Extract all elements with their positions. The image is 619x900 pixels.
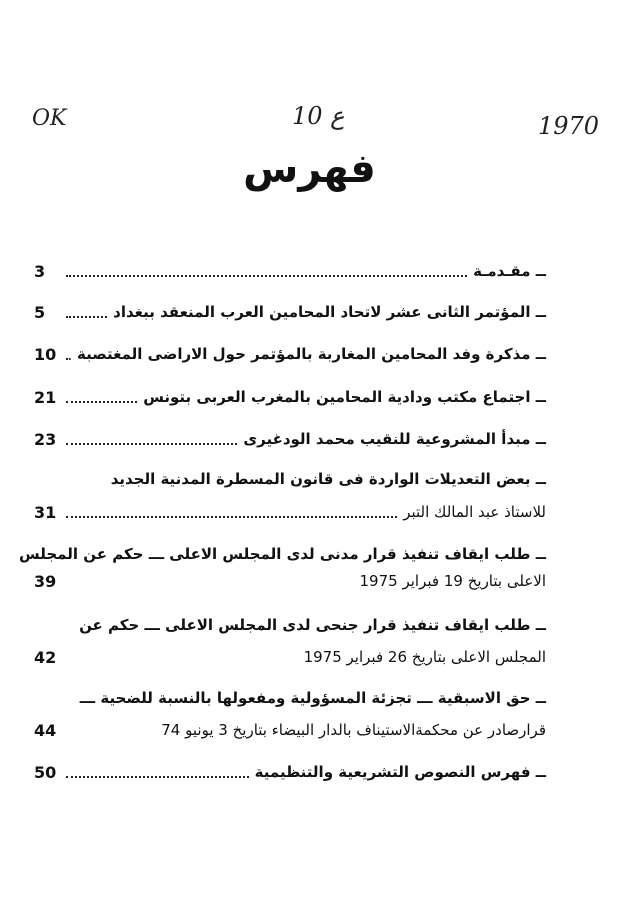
toc-entry-subtitle: المجلس الاعلى بتاريخ 26 فبراير 1975 <box>303 648 546 666</box>
spacer <box>66 585 354 587</box>
toc-entry-title: ــ طلب ايقاف تنفيذ قرار جنحى لدى المجلس الاعلى ـــ حكم عن <box>79 616 546 634</box>
toc-page-number: 21 <box>34 387 57 407</box>
toc-entry-continuation <box>34 715 546 745</box>
toc-entry <box>19 539 546 569</box>
toc-entry-title: ــ بعض التعديلات الواردة فى قانون المسطرة المدنية الجديد <box>110 470 546 488</box>
toc-entry-title: ــ اجتماع مكتب ودادية المحامين بالمغرب العربى بتونس <box>143 388 546 406</box>
toc-entry-subtitle: قرارصادر عن محكمةالاستيناف بالدار البيضاء بتاريخ 3 يونيو 74 <box>161 721 546 739</box>
toc-entry-title: ــ طلب ايقاف تنفيذ قرار مدنى لدى المجلس الاعلى ـــ حكم عن المجلس <box>19 545 546 563</box>
toc-entry <box>34 339 546 369</box>
toc-entry <box>34 256 546 286</box>
page-title: فهرس <box>243 146 376 192</box>
toc-page-number: 44 <box>34 720 57 740</box>
toc-entry-title: ــ مبدأ المشروعية للنقيب محمد الودغيرى <box>243 430 546 448</box>
toc-entry <box>34 610 546 640</box>
toc-entry <box>34 297 546 327</box>
toc-entry-subtitle: الاعلى بتاريخ 19 فبراير 1975 <box>359 572 546 590</box>
toc-entry-title: ــ مذكرة وفد المحامين المغاربة بالمؤتمر حول الاراضى المغتصبة <box>77 345 546 363</box>
toc-entry <box>34 464 546 494</box>
dot-leader <box>66 275 467 277</box>
toc-page-number: 50 <box>34 762 57 782</box>
toc-page-number: 5 <box>34 302 46 322</box>
dot-leader <box>66 316 107 318</box>
toc-entry-title: ــ مقـدمـة <box>473 262 546 280</box>
toc-entry-title: ــ فهرس النصوص التشريعية والتنظيمية <box>254 763 546 781</box>
dot-leader <box>66 516 397 518</box>
toc-entry <box>34 683 546 713</box>
spacer <box>66 734 155 736</box>
dot-leader <box>66 776 249 778</box>
handwritten-ok-note: OK <box>32 106 67 131</box>
toc-page-number: 42 <box>34 647 57 667</box>
toc-entry <box>34 382 546 412</box>
dot-leader <box>66 443 237 445</box>
toc-page-number: 31 <box>34 502 57 522</box>
dot-leader <box>66 401 137 403</box>
toc-entry-subtitle: للاستاذ عبد المالك التبر <box>403 503 546 521</box>
toc-page-number: 3 <box>34 261 46 281</box>
toc-entry-continuation <box>34 566 546 596</box>
toc-page-number: 39 <box>34 571 57 591</box>
toc-entry <box>34 757 546 787</box>
spacer <box>66 661 298 663</box>
toc-entry-title: ــ حق الاسبقية ـــ تجزئة المسؤولية ومفعولها بالنسبة للضحية ـــ <box>79 689 546 707</box>
toc-page-number: 23 <box>34 429 57 449</box>
toc-entry-continuation <box>34 497 546 527</box>
handwritten-middle-note: ع 10 <box>292 102 345 130</box>
handwritten-year-note: 1970 <box>538 112 600 140</box>
toc-page-number: 10 <box>34 344 57 364</box>
toc-entry-continuation <box>34 642 546 672</box>
dot-leader <box>66 358 71 360</box>
toc-entry <box>34 424 546 454</box>
toc-entry-title: ــ المؤتمر الثانى عشر لاتحاد المحامين العرب المنعقد ببغداد <box>113 303 546 321</box>
